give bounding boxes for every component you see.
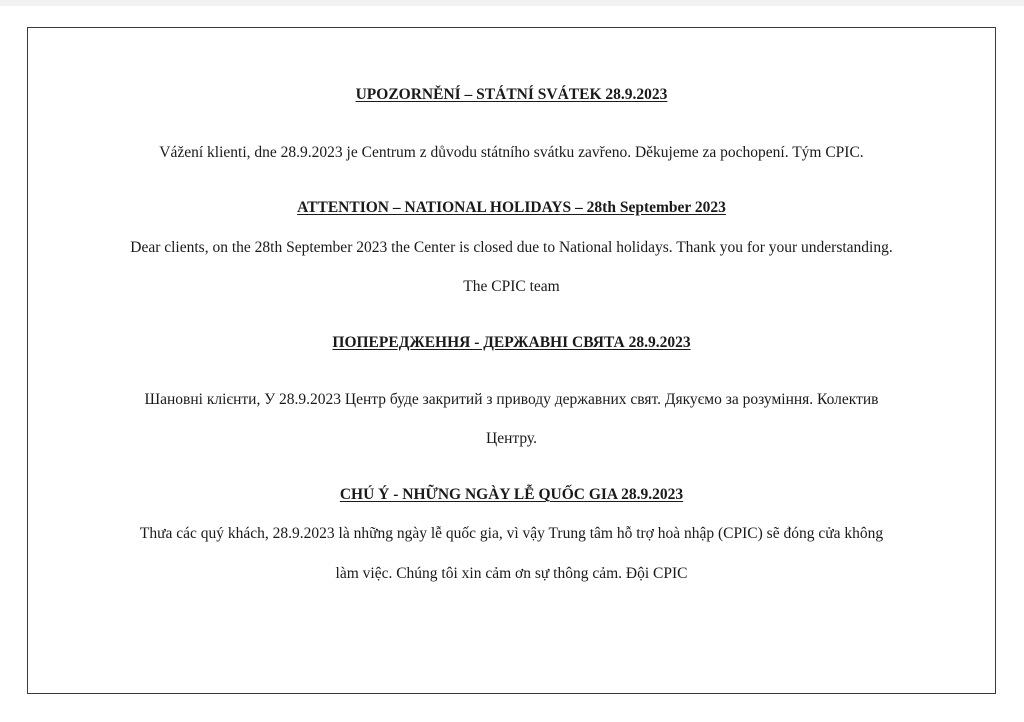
ukrainian-heading: ПОПЕРЕДЖЕННЯ - ДЕРЖАВНІ СВЯТА 28.9.2023 bbox=[332, 334, 691, 351]
english-body-line-2: The CPIC team bbox=[463, 278, 560, 295]
english-body-line-1: Dear clients, on the 28th September 2023 the Center is closed due to National holidays. Thank you for your understanding. bbox=[130, 239, 893, 256]
ukrainian-body-line-1: Шановні клієнти, У 28.9.2023 Центр буде закритий з приводу державних свят. Дякуємо за розуміння. Колектив bbox=[144, 391, 879, 408]
ukrainian-body-line-2: Центру. bbox=[486, 430, 537, 447]
czech-body: Vážení klienti, dne 28.9.2023 je Centrum z důvodu státního svátku zavřeno. Děkujeme za pochopení. Tým CPIC. bbox=[159, 144, 864, 161]
viewer-top-strip bbox=[0, 0, 1024, 6]
document-page bbox=[27, 27, 996, 694]
vietnamese-body-line-2: làm việc. Chúng tôi xin cảm ơn sự thông cảm. Đội CPIC bbox=[335, 565, 688, 582]
vietnamese-heading: CHÚ Ý - NHỮNG NGÀY LỄ QUỐC GIA 28.9.2023 bbox=[339, 486, 684, 503]
english-heading: ATTENTION – NATIONAL HOLIDAYS – 28th September 2023 bbox=[297, 199, 726, 216]
vietnamese-body-line-1: Thưa các quý khách, 28.9.2023 là những ngày lễ quốc gia, vì vậy Trung tâm hỗ trợ hoà nhập (CPIC) sẽ đóng cửa không bbox=[139, 525, 884, 542]
czech-heading: UPOZORNĚNÍ – STÁTNÍ SVÁTEK 28.9.2023 bbox=[355, 86, 668, 103]
